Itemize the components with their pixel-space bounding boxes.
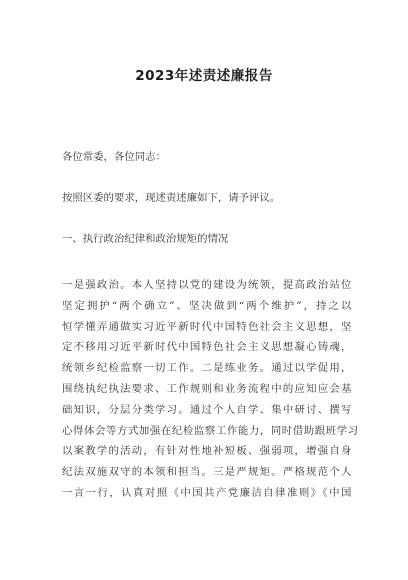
body-line: 坚定拥护“两个确立”、坚决做到“两个维护”，持之以 [62, 299, 352, 312]
body-line: 以案教学的活动，有针对性地补短板、强弱项，增强自身 [62, 445, 352, 458]
section-body [62, 275, 359, 504]
document-title: 2023年述责述廉报告 [135, 68, 273, 84]
greeting: 各位常委，各位同志： [62, 151, 166, 163]
body-line: 心得体会等方式加强在纪检监察工作能力，同时借助跟班学习 [62, 424, 359, 437]
body-line: 恒学懂弄通做实习近平新时代中国特色社会主义思想，坚 [62, 320, 352, 333]
body-line: 围绕执纪执法要求、工作规则和业务流程中的应知应会基 [62, 382, 352, 395]
body-line: 础知识，分层分类学习。通过个人自学、集中研讨、撰写 [62, 403, 352, 416]
body-line: 一是强政治。本人坚持以党的建设为统领，提高政治站位 [62, 279, 352, 291]
body-line: 统领乡纪检监察一切工作。二是练业务。通过以学促用， [62, 362, 352, 375]
body-line: 定不移用习近平新时代中国特色社会主义思想凝心铸魂， [62, 341, 352, 354]
section-heading: 一、执行政治纪律和政治规矩的情况 [62, 233, 229, 245]
intro-paragraph: 按照区委的要求，现述责述廉如下，请予评议。 [62, 192, 281, 204]
body-line: 纪法双施双守的本领和担当。三是严规矩。严格规范个人 [62, 466, 352, 479]
body-line: 一言一行，认真对照《中国共产党廉洁自律准则》《中国 [62, 486, 352, 499]
